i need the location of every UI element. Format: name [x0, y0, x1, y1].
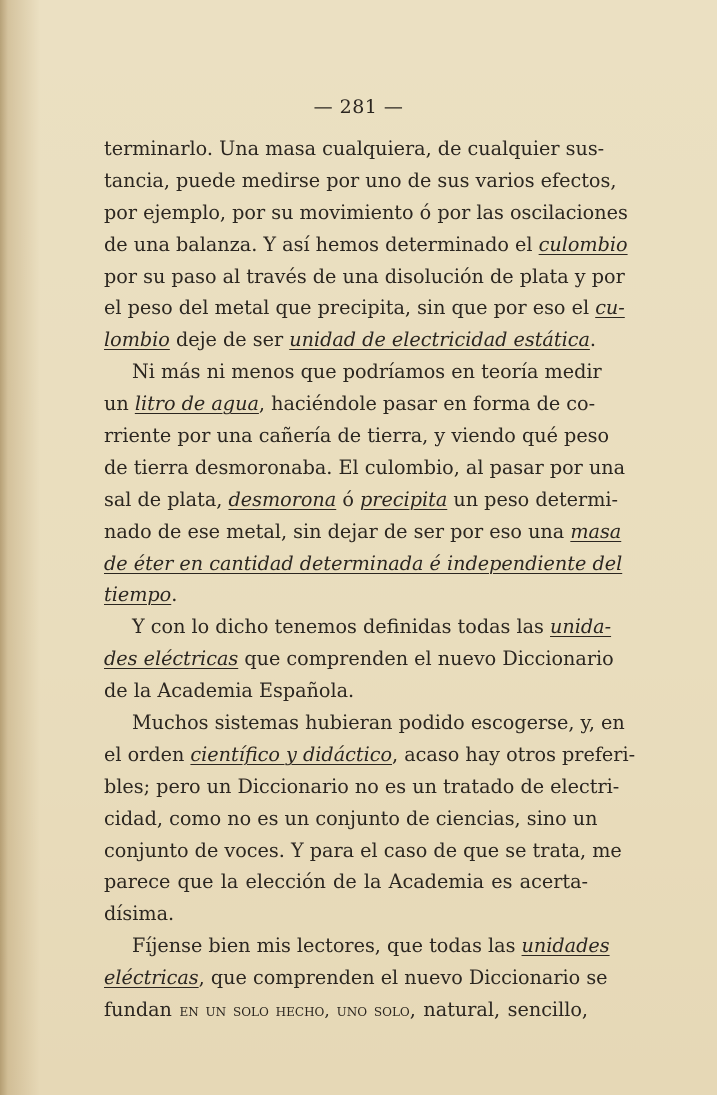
text-line: [104, 994, 588, 1026]
text-run: tancia, puede medirse por uno de sus varios efectos,: [104, 168, 617, 192]
text-run: .: [589, 328, 597, 352]
text-run: Y con lo dicho tenemos definidas todas las: [132, 615, 551, 639]
text-line: [104, 516, 622, 548]
text-line: [104, 165, 617, 197]
text-run: por ejemplo, por su movimiento ó por las oscilaciones: [104, 200, 628, 224]
text-run: , acaso hay otros preferi-: [392, 742, 636, 766]
italic-term: desmorona: [228, 487, 337, 511]
text-line: [104, 898, 588, 930]
page-number: — 281 —: [313, 96, 404, 118]
text-run: bles; pero un Diccionario no es un tratado de electri-: [104, 774, 620, 798]
italic-term: lombio: [104, 328, 170, 352]
text-run: rriente por una cañería de tierra, y viendo qué peso: [104, 424, 610, 448]
text-line: [104, 866, 588, 898]
italic-term: tiempo: [104, 583, 172, 607]
text-line: [104, 707, 625, 739]
text-line: [104, 452, 626, 484]
text-line: [104, 197, 628, 229]
text-line: [104, 292, 625, 324]
text-run: un: [104, 392, 135, 416]
text-line: [104, 356, 602, 388]
text-run: , haciéndole pasar en forma de co-: [258, 392, 596, 416]
text-run: .: [171, 583, 178, 607]
italic-term: precipita: [360, 487, 448, 511]
text-line: [104, 579, 588, 611]
text-run: terminarlo. Una masa cualquiera, de cualquier sus-: [104, 137, 605, 160]
text-line: [104, 484, 619, 516]
text-run: de tierra desmoronaba. El culombio, al pasar por una: [104, 455, 626, 479]
text-run: que comprenden el nuevo Diccionario: [238, 647, 614, 671]
text-line: [104, 803, 598, 835]
italic-term: culombio: [538, 232, 628, 256]
italic-term: eléctricas: [104, 966, 199, 990]
italic-term: litro de agua: [134, 392, 259, 416]
text-run: sal de plata,: [104, 487, 229, 511]
text-line: [104, 739, 636, 771]
text-run: por su paso al través de una disolución de plata y por: [104, 264, 625, 288]
text-run: parece que la elección de la Academia es acerta-: [104, 870, 588, 894]
text-run: de la Academia Española.: [104, 679, 355, 703]
italic-term: cu-: [595, 296, 625, 320]
text-line: [104, 229, 628, 261]
text-line: [104, 835, 622, 867]
italic-term: des eléctricas: [104, 647, 239, 671]
text-run: , natural, sencillo,: [409, 998, 588, 1022]
italic-term: científico y didáctico: [190, 742, 393, 766]
text-run: de una balanza. Y así hemos determinado el: [104, 232, 539, 256]
italic-term: de éter en cantidad determinada é independiente del: [104, 551, 623, 575]
text-line: [104, 643, 614, 675]
body-text: [104, 133, 636, 1026]
text-run: ó: [336, 487, 360, 511]
text-run: Fíjense bien mis lectores, que todas las: [132, 934, 522, 958]
text-run: el orden: [104, 742, 191, 766]
text-line: [104, 930, 610, 962]
small-caps-text: en un solo hecho, uno solo: [179, 1001, 410, 1022]
italic-term: unidades: [521, 934, 610, 958]
text-run: fundan: [104, 998, 180, 1022]
text-line: [104, 388, 596, 420]
text-line: [104, 261, 625, 293]
text-line: [104, 675, 588, 707]
text-run: dísima.: [104, 902, 175, 926]
text-run: nado de ese metal, sin dejar de ser por eso una: [104, 519, 571, 543]
text-run: deje de ser: [169, 328, 290, 352]
text-line: [104, 324, 597, 356]
italic-term: masa: [570, 519, 622, 543]
text-run: conjunto de voces. Y para el caso de que se trata, me: [104, 838, 622, 862]
text-run: Muchos sistemas hubieran podido escogerse, y, en: [132, 711, 625, 735]
text-run: , que comprenden el nuevo Diccionario se: [198, 966, 608, 990]
text-line: [104, 771, 620, 803]
text-run: cidad, como no es un conjunto de ciencias, sino un: [104, 806, 598, 830]
text-line: [104, 420, 610, 452]
text-run: Ni más ni menos que podríamos en teoría medir: [132, 360, 602, 384]
text-run: el peso del metal que precipita, sin que por eso el: [104, 296, 596, 320]
italic-term: unidad de electricidad estática: [289, 328, 590, 352]
text-line: [104, 133, 605, 165]
text-line: [104, 962, 608, 994]
text-line: [104, 548, 623, 580]
text-line: [104, 611, 612, 643]
italic-term: unida-: [550, 615, 612, 639]
text-run: un peso determi-: [447, 487, 619, 511]
